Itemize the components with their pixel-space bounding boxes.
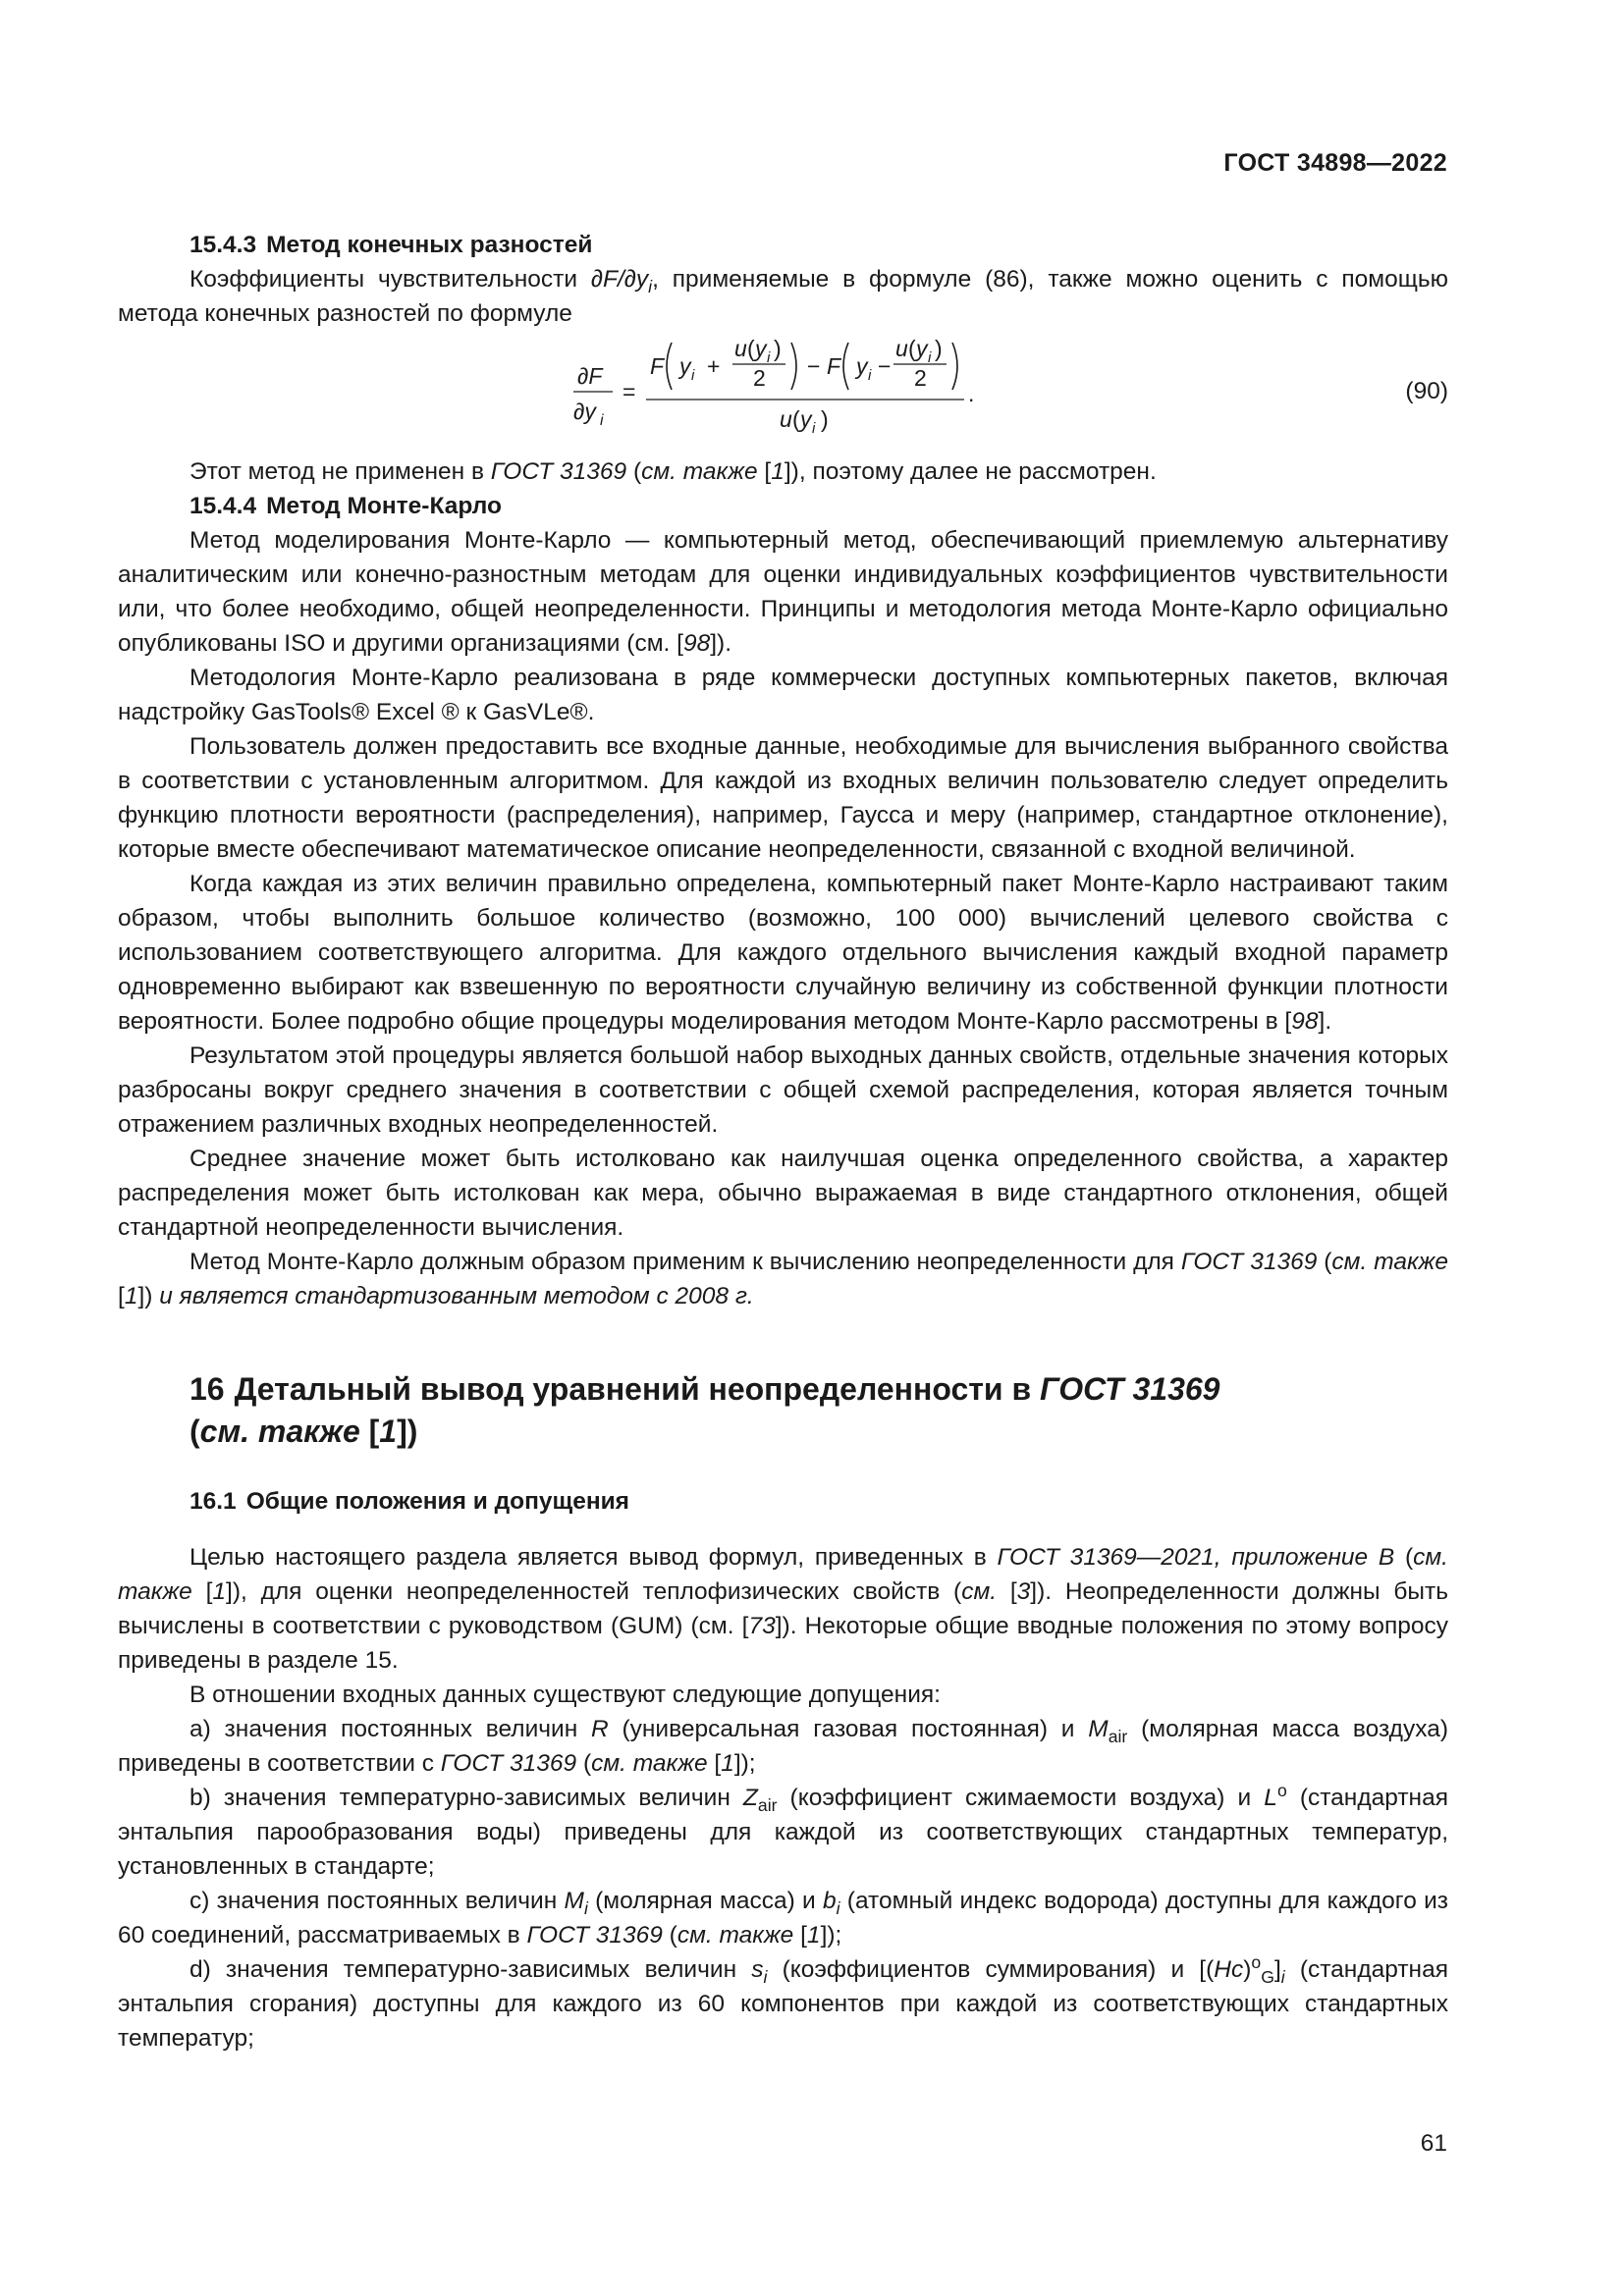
text: Коэффициенты чувствительности <box>189 266 591 293</box>
text: [ <box>118 1283 125 1309</box>
text: ( <box>626 458 642 485</box>
superscript: o <box>1251 1951 1262 1972</box>
text: (стандартная энтальпия сгорания) доступны для каждого из 60 компонентов при каждой из соответствующих стандартных температур; <box>118 1956 1448 2052</box>
citation: 1 <box>124 1283 138 1309</box>
paren-close: ) <box>774 336 782 361</box>
citation: 1 <box>721 1750 734 1777</box>
citation: 3 <box>1016 1578 1031 1605</box>
text: Когда каждая из этих величин правильно определена, компьютерный пакет Монте-Карло настраивают таким образом, чтобы выполнить большое количество (возможно, 100 000) вычислений целевого свойства с использованием соответствующего алгоритма. Для каждого отдельного вычисления каждый входной параметр одновременно выбирают как взвешенную по вероятности случайную величину из собственной функции плотности вероятности. Более подробно общие процедуры моделирования методом Монте-Карло рассмотрены в [ <box>118 871 1448 1035</box>
text: (коэффициентов суммирования) и [( <box>767 1956 1215 1983</box>
section-heading-16 <box>189 1368 1319 1453</box>
section-title: Общие положения и допущения <box>245 1488 629 1515</box>
text: ]), поэтому далее не рассмотрен. <box>784 458 1157 485</box>
formula-equals: = <box>623 379 636 404</box>
left-paren <box>843 343 848 390</box>
formula-sub-i: i <box>928 349 932 366</box>
text: ]), для оценки неопределенностей теплофизических свойств ( <box>226 1578 962 1605</box>
paren-close: ) <box>935 336 943 361</box>
text: (стандартная энтальпия парообразования воды) приведены для каждой из соответствующих стандартных температур, установленных в стандарте; <box>118 1785 1448 1880</box>
text: [ <box>707 1750 722 1777</box>
citation: 98 <box>682 630 711 657</box>
section-heading-16-1 <box>118 1484 1448 1519</box>
citation: 1 <box>212 1578 227 1605</box>
formula-y: y <box>755 336 767 361</box>
text: см. <box>961 1578 998 1605</box>
symbol: ∂F/∂y <box>590 266 649 293</box>
formula-sub-i: i <box>767 349 771 366</box>
formula-u: u <box>734 336 747 361</box>
formula-y: y <box>916 336 928 361</box>
paragraph <box>118 1245 1448 1313</box>
symbol: R <box>591 1716 609 1742</box>
text: см. также <box>591 1750 708 1777</box>
formula-minus: − <box>878 353 892 379</box>
paragraph <box>118 1540 1448 1678</box>
text: Целью настоящего раздела является вывод формул, приведенных в <box>189 1544 998 1571</box>
text: см. также <box>1331 1249 1449 1275</box>
text: ]. <box>1318 1008 1332 1035</box>
text: Метод Монте-Карло должным образом применим к вычислению неопределенности для <box>189 1249 1181 1275</box>
paragraph: Среднее значение может быть истолковано как наилучшая оценка определенного свойства, а характер распределения может быть истолкован как мера, обычно выражаемая в виде стандартного отклонения, общей стандартной неопределенности вычисления. <box>118 1146 1448 1241</box>
symbol: Hc <box>1214 1956 1244 1983</box>
text: ]); <box>733 1750 756 1777</box>
text: (молярная масса воздуха) приведены в соответствии с <box>118 1716 1448 1777</box>
formula-u: u <box>895 336 908 361</box>
left-paren <box>667 343 672 390</box>
reference-standard: ГОСТ 31369 <box>490 458 627 485</box>
formula-y: y <box>800 406 812 432</box>
section-number: 16 <box>189 1371 225 1407</box>
text: ( <box>1394 1544 1414 1571</box>
text: ( <box>662 1922 677 1949</box>
citation: 1 <box>806 1922 821 1949</box>
text: с) значения постоянных величин <box>189 1888 565 1914</box>
text: см. также <box>641 458 758 485</box>
symbol: b <box>823 1888 837 1914</box>
citation: 1 <box>379 1414 398 1449</box>
section-number: 16.1 <box>189 1488 237 1515</box>
formula-minus: − <box>807 353 821 379</box>
section-title: Детальный вывод уравнений неопределенности в <box>234 1371 1041 1407</box>
subscript: i <box>763 1966 768 1987</box>
text: d) значения температурно-зависимых величин <box>189 1956 752 1983</box>
paren-close: ) <box>821 406 829 432</box>
text: Метод моделирования Монте-Карло — компьютерный метод, обеспечивающий приемлемую альтернативу аналитическим или конечно-разностным методам для оценки индивидуальных коэффициентов чувствительности или, что более необходимо, общей неопределенности. Принципы и методология метода Монте-Карло официально опубликованы ISO и другими организациями (см. [ <box>118 527 1448 657</box>
formula-dF: ∂F <box>577 363 603 389</box>
text: ]). <box>710 630 732 657</box>
text: и является стандартизованным методом с 2008 г. <box>159 1283 754 1309</box>
list-item-d: d) значения температурно-зависимых величин $s_i$ (коэффициентов суммирования) и $[(Hc)^o_G]_i$ (стандартная энтальпия сгорания) доступны для каждого из 60 компонентов при каждой из соответствующих стандартных температур; <box>118 1951 1448 2052</box>
section-number: 15.4.3 <box>189 232 257 258</box>
paragraph: Пользователь должен предоставить все входные данные, необходимые для вычисления выбранного свойства в соответствии с установленным алгоритмом. Для каждой из входных величин пользователю следует определить функцию плотности вероятности (распределения), например, Гаусса и меру (например, стандартное отклонение), которые вместе обеспечивают математическое описание неопределенности, связанной с входной величиной. <box>118 733 1448 863</box>
reference-standard: ГОСТ 31369 <box>1040 1371 1220 1407</box>
page-number: 61 <box>1420 2130 1447 2157</box>
text: ( <box>1317 1249 1332 1275</box>
list-item-a <box>118 1712 1448 1781</box>
text: ( <box>576 1750 592 1777</box>
formula-u: u <box>780 406 792 432</box>
paren-open: ( <box>792 406 800 432</box>
right-paren <box>952 343 957 390</box>
text: , применяемые в формуле (86), также можно оценить с помощью метода конечных разностей по формуле <box>118 266 1448 327</box>
text: см. также <box>199 1414 360 1449</box>
text: ( <box>189 1414 200 1449</box>
section-heading-15-4-4 <box>118 489 1448 523</box>
formula-dy: ∂y <box>573 399 596 424</box>
subscript: air <box>1108 1726 1128 1746</box>
text: [ <box>757 458 772 485</box>
paragraph: Результатом этой процедуры является большой набор выходных данных свойств, отдельные значения которых разбросаны вокруг среднего значения в соответствии с общей схемой распределения, которая является точным отражением различных входных неопределенностей. <box>118 1042 1448 1138</box>
text: см. также <box>118 1544 1448 1605</box>
formula-plus: + <box>707 353 721 379</box>
subscript: G <box>1261 1966 1274 1987</box>
reference-standard: ГОСТ 31369 <box>526 1922 663 1949</box>
text: [ <box>359 1414 380 1449</box>
formula-F: F <box>827 353 841 379</box>
text: ]) <box>397 1414 418 1449</box>
subscript: i <box>1280 1966 1285 1987</box>
text: b) значения температурно-зависимых величин <box>189 1785 743 1811</box>
formula-y: y <box>856 353 868 379</box>
paragraph <box>118 262 1448 331</box>
paren-open: ( <box>747 336 755 361</box>
reference-standard: ГОСТ 31369—2021, приложение В <box>997 1544 1395 1571</box>
formula-90 <box>118 335 1448 441</box>
text: а) значения постоянных величин <box>189 1716 591 1742</box>
symbol: M <box>1088 1716 1109 1742</box>
text: ]). Неопределенности должны быть вычислены в соответствии с руководством (GUM) (см. [ <box>118 1578 1448 1639</box>
subscript: i <box>583 1897 588 1918</box>
list-item-c <box>118 1884 1448 1952</box>
subscript: i <box>648 276 653 296</box>
reference-standard: ГОСТ 31369 <box>440 1750 577 1777</box>
text: ]). Некоторые общие вводные положения по этому вопросу приведены в разделе 15. <box>118 1613 1448 1674</box>
page-content <box>118 228 1448 2056</box>
equation-number: (90) <box>1405 378 1448 404</box>
text: [ <box>191 1578 213 1605</box>
document-code: ГОСТ 34898—2022 <box>1223 149 1447 177</box>
right-paren <box>791 343 796 390</box>
text: Этот метод не применен в <box>189 458 491 485</box>
text: ]); <box>820 1922 842 1949</box>
formula-sub-i: i <box>600 412 604 429</box>
symbol: s <box>751 1956 764 1983</box>
formula-y: y <box>679 353 691 379</box>
superscript: o <box>1276 1780 1287 1800</box>
citation: 73 <box>748 1613 776 1639</box>
citation: 98 <box>1291 1008 1319 1035</box>
text: [ <box>997 1578 1017 1605</box>
paragraph: Методология Монте-Карло реализована в ряде коммерчески доступных компьютерных пакетов, включая надстройку GasTools® Excel ® к GasVLe®. <box>118 665 1448 725</box>
formula-F: F <box>650 353 665 379</box>
formula-sub-i: i <box>812 420 816 437</box>
subscript: i <box>836 1897 840 1918</box>
paragraph <box>118 523 1448 661</box>
formula-sub-i: i <box>691 367 695 384</box>
subscript: air <box>757 1794 778 1815</box>
paragraph: В отношении входных данных существуют следующие допущения: <box>189 1682 941 1708</box>
symbol: Z <box>742 1785 758 1811</box>
symbol: M <box>564 1888 584 1914</box>
symbol: L <box>1264 1785 1277 1811</box>
paren-open: ( <box>908 336 916 361</box>
paragraph <box>118 454 1448 489</box>
text: ] <box>1273 1956 1281 1983</box>
formula-dot: . <box>968 381 975 406</box>
paragraph <box>118 867 1448 1039</box>
section-title: Метод Монте-Карло <box>266 493 502 519</box>
section-heading-15-4-3 <box>118 228 1448 262</box>
section-number: 15.4.4 <box>189 493 257 519</box>
citation: 1 <box>771 458 785 485</box>
reference-standard: ГОСТ 31369 <box>1180 1249 1318 1275</box>
text: (атомный индекс водорода) доступны для каждого из 60 соединений, рассматриваемых в <box>118 1888 1448 1949</box>
formula-sub-i: i <box>868 367 872 384</box>
text: (молярная масса) и <box>587 1888 823 1914</box>
text: (коэффициент сжимаемости воздуха) и <box>777 1785 1265 1811</box>
finite-difference-formula <box>568 335 1078 441</box>
formula-two: 2 <box>753 365 766 391</box>
text: [ <box>793 1922 807 1949</box>
formula-two: 2 <box>914 365 927 391</box>
text: см. также <box>677 1922 794 1949</box>
section-title: Метод конечных разностей <box>266 232 593 258</box>
text: ]) <box>137 1283 160 1309</box>
text: (универсальная газовая постоянная) и <box>608 1716 1089 1742</box>
list-item-b <box>118 1781 1448 1884</box>
